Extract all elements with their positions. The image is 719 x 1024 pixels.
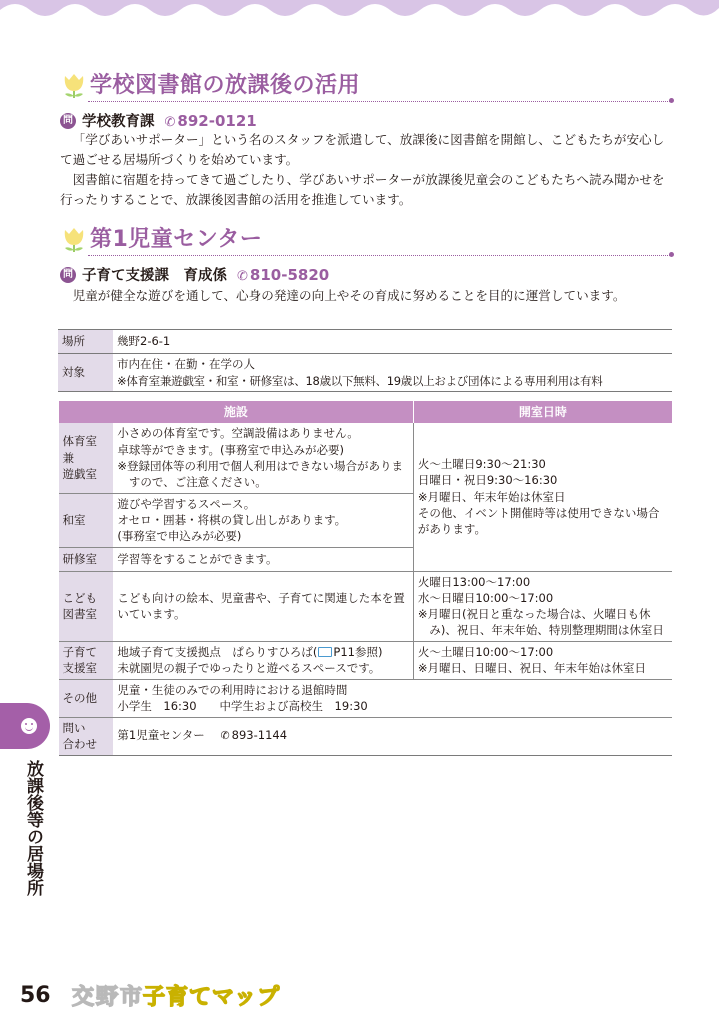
place-label: 場所 bbox=[58, 330, 113, 354]
paragraph: 「学びあいサポーター」という名のスタッフを派遣して、放課後に図書館を開館し、こどもたちが安心して過ごせる居場所づくりを始めています。 bbox=[60, 132, 665, 167]
side-tab[interactable] bbox=[0, 703, 50, 749]
library-description: こども向けの絵本、児童書や、子育てに関連した本を置いています。 bbox=[113, 571, 413, 641]
washitsu-description: 遊びや学習するスペース。 オセロ・囲碁・将棋の貸し出しがあります。 (事務室で申込みが必要) bbox=[113, 493, 413, 547]
side-tab-label: 放課後等の居場所 bbox=[23, 760, 43, 896]
page-number: 56 bbox=[20, 983, 51, 1008]
row-label-other: その他 bbox=[59, 679, 114, 717]
other-description: 児童・生徒のみでの利用時における退館時間 小学生 16:30 中学生および高校生 19:30 bbox=[113, 679, 672, 717]
heading-dotted-rule bbox=[88, 255, 672, 256]
table-row bbox=[58, 354, 672, 392]
target-label: 対象 bbox=[58, 354, 113, 392]
footer-publication-title: 子育てマップ bbox=[143, 985, 281, 1010]
table-row bbox=[59, 423, 673, 493]
table-row bbox=[59, 641, 673, 679]
department-name: 子育て支援課 育成係 bbox=[82, 268, 227, 284]
section1-body bbox=[60, 130, 672, 210]
table-row bbox=[59, 717, 673, 755]
inquiry-description: 第1児童センター ✆ 893-1144 bbox=[113, 717, 672, 755]
table-row bbox=[58, 330, 672, 354]
inquiry-icon: 問 bbox=[60, 267, 76, 283]
tulip-icon bbox=[60, 71, 88, 99]
department-name: 学校教育課 bbox=[82, 114, 155, 130]
paragraph: 児童が健全な遊びを通して、心身の発達の向上やその育成に努めることを目的に運営しています。 bbox=[72, 288, 626, 303]
phone-number[interactable]: ✆ 892-0121 bbox=[164, 111, 257, 130]
column-header-hours: 開室日時 bbox=[413, 401, 672, 423]
gym-description: 小さめの体育室です。空調設備はありません。 卓球等ができます。(事務室で申込みが必要) ※登録団体等の利用で個人利用はできない場合がありますので、ご注意ください。 bbox=[113, 423, 413, 493]
table-row bbox=[59, 571, 673, 641]
place-value: 幾野2-6-1 bbox=[113, 330, 672, 354]
kenshu-description: 学習等をすることができます。 bbox=[113, 547, 413, 571]
section2-body bbox=[60, 286, 672, 306]
target-value: 市内在住・在勤・在学の人 ※体育室兼遊戯室・和室・研修室は、18歳以下無料、19歳以上および団体による専用利用は有料 bbox=[113, 354, 672, 392]
row-label-gym: 体育室 兼 遊戯室 bbox=[59, 423, 114, 493]
phone-icon: ✆ bbox=[164, 114, 176, 130]
hours-support: 火～土曜日10:00～17:00 ※月曜日、日曜日、祝日、年末年始は休室日 bbox=[413, 641, 672, 679]
table-header-row bbox=[59, 401, 673, 423]
paragraph: 図書館に宿題を持ってきて過ごしたり、学びあいサポーターが放課後児童会のこどもたちへ読み聞かせを行ったりすることで、放課後図書館の活用を推進しています。 bbox=[60, 172, 665, 207]
row-label-kenshu: 研修室 bbox=[59, 547, 114, 571]
smile-face-icon bbox=[21, 718, 37, 734]
book-icon bbox=[318, 647, 332, 657]
inquiry-icon: 問 bbox=[60, 113, 76, 129]
row-label-library: こども 図書室 bbox=[59, 571, 114, 641]
row-label-support: 子育て 支援室 bbox=[59, 641, 114, 679]
hours-library: 火曜日13:00～17:00 水～日曜日10:00～17:00 ※月曜日(祝日と重なった場合は、火曜日も休み)、祝日、年末年始、特別整理期間は休室日 bbox=[413, 571, 672, 641]
hours-main-rooms: 火～土曜日9:30～21:30 日曜日・祝日9:30～16:30 ※月曜日、年末年始は休室日 その他、イベント開催時等は使用できない場合があります。 bbox=[413, 423, 672, 571]
support-description: 地域子育て支援拠点 ぱらりすひろば( P11参照) 未就園児の親子でゆったりと遊べるスペースです。 bbox=[113, 641, 413, 679]
contact-line-children-center bbox=[60, 264, 329, 285]
info-table bbox=[58, 329, 672, 392]
row-label-washitsu: 和室 bbox=[59, 493, 114, 547]
section-title: 学校図書館の放課後の活用 bbox=[90, 73, 361, 98]
tulip-icon bbox=[60, 225, 88, 253]
section-heading-library bbox=[60, 68, 672, 102]
phone-icon: ✆ bbox=[237, 268, 248, 284]
row-label-inquiry: 問い 合わせ bbox=[59, 717, 114, 755]
top-wave-border bbox=[0, 0, 719, 26]
phone-icon: ✆ bbox=[220, 729, 230, 743]
table-row bbox=[59, 679, 673, 717]
heading-dotted-rule bbox=[88, 101, 672, 102]
column-header-facility: 施設 bbox=[59, 401, 414, 423]
contact-line-library bbox=[60, 110, 257, 131]
footer-city-name: 交野市 bbox=[72, 985, 145, 1010]
section-heading-children-center bbox=[60, 222, 672, 256]
inquiry-phone[interactable]: ✆ 893-1144 bbox=[220, 728, 288, 743]
section-title: 第1児童センター bbox=[90, 227, 263, 252]
facility-table bbox=[58, 401, 672, 756]
phone-number[interactable]: ✆ 810-5820 bbox=[237, 265, 330, 284]
